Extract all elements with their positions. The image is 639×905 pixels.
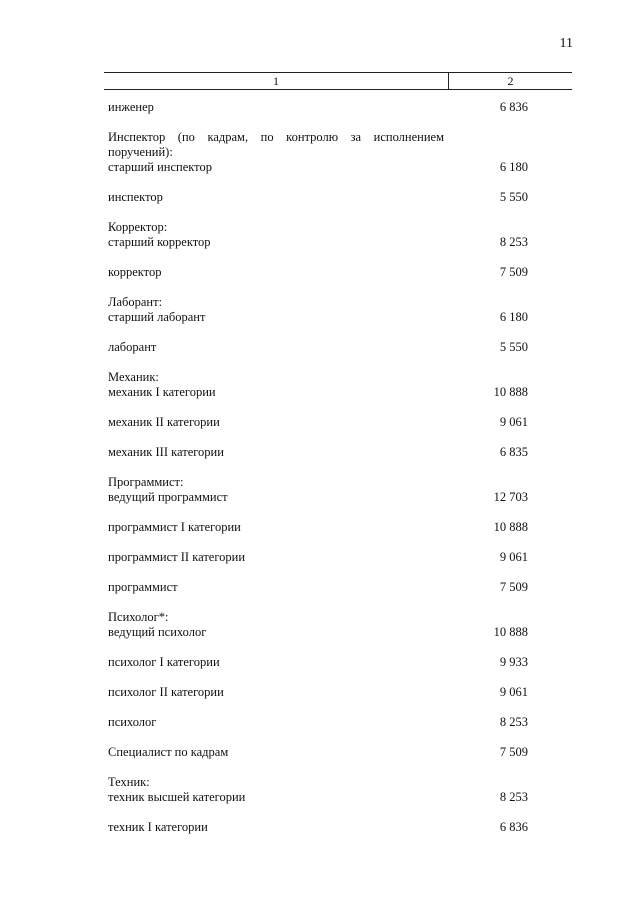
table-row-group (108, 445, 528, 460)
position-name: ведущий психолог (108, 625, 207, 639)
position-category-title: Механик: (108, 370, 159, 384)
salary-value: 6 180 (499, 160, 528, 174)
table-row (108, 745, 528, 760)
salary-value: 6 835 (499, 445, 528, 459)
table-row-group (108, 415, 528, 430)
position-salary-list (108, 100, 528, 850)
position-name: старший инспектор (108, 160, 212, 174)
salary-value: 10 888 (493, 625, 528, 639)
position-category-title: Техник: (108, 775, 150, 789)
position-name: программист (108, 580, 178, 594)
salary-value: 9 061 (499, 550, 528, 564)
table-row-group (108, 265, 528, 280)
table-row-group (108, 715, 528, 730)
position-name: старший лаборант (108, 310, 206, 324)
table-row (108, 160, 528, 175)
position-name: инспектор (108, 190, 163, 204)
table-row-group (108, 550, 528, 565)
table-row-group (108, 130, 528, 175)
position-name: техник I категории (108, 820, 208, 834)
table-row-group (108, 820, 528, 835)
position-name: психолог II категории (108, 685, 224, 699)
table-row-group (108, 340, 528, 355)
table-row (108, 580, 528, 595)
position-name: лаборант (108, 340, 157, 354)
table-row-group (108, 190, 528, 205)
salary-value: 8 253 (499, 235, 528, 249)
table-row-group (108, 775, 528, 805)
salary-value: 12 703 (493, 490, 528, 504)
salary-value: 9 061 (499, 685, 528, 699)
position-category-title: Инспектор (по кадрам, по контролю за исполнением поручений): (108, 130, 444, 159)
position-name: Специалист по кадрам (108, 745, 229, 759)
salary-value: 10 888 (493, 520, 528, 534)
position-name: психолог (108, 715, 157, 729)
page-number: 11 (559, 36, 573, 51)
table-row (108, 625, 528, 640)
position-category-title: Психолог*: (108, 610, 169, 624)
table-row-group (108, 295, 528, 325)
salary-value: 9 933 (499, 655, 528, 669)
position-category-title: Лаборант: (108, 295, 163, 309)
position-name: техник высшей категории (108, 790, 246, 804)
table-row (108, 415, 528, 430)
table-row (108, 100, 528, 115)
table-row (108, 790, 528, 805)
table-row-group (108, 475, 528, 505)
table-row (108, 190, 528, 205)
table-row (108, 550, 528, 565)
salary-value: 8 253 (499, 715, 528, 729)
table-row-group (108, 745, 528, 760)
table-row (108, 820, 528, 835)
position-name: программист I категории (108, 520, 241, 534)
table-row-group (108, 685, 528, 700)
salary-value: 7 509 (499, 745, 528, 759)
salary-value: 7 509 (499, 265, 528, 279)
salary-value: 6 836 (499, 820, 528, 834)
salary-value: 10 888 (493, 385, 528, 399)
position-name: корректор (108, 265, 162, 279)
table-row-group (108, 610, 528, 640)
table-row (108, 310, 528, 325)
table-row (108, 385, 528, 400)
table-row (108, 340, 528, 355)
position-name: психолог I категории (108, 655, 220, 669)
salary-value: 5 550 (499, 190, 528, 204)
position-name: программист II категории (108, 550, 246, 564)
table-row-group (108, 370, 528, 400)
salary-value: 7 509 (499, 580, 528, 594)
table-row-group (108, 655, 528, 670)
salary-value: 5 550 (499, 340, 528, 354)
table-header (104, 72, 572, 90)
table-row (108, 685, 528, 700)
position-name: механик III категории (108, 445, 224, 459)
table-row (108, 490, 528, 505)
salary-value: 9 061 (499, 415, 528, 429)
table-row-group (108, 580, 528, 595)
salary-value: 8 253 (499, 790, 528, 804)
position-name: механик II категории (108, 415, 220, 429)
salary-value: 6 836 (499, 100, 528, 114)
position-name: старший корректор (108, 235, 211, 249)
position-category-title: Программист: (108, 475, 184, 489)
position-category-title: Корректор: (108, 220, 168, 234)
table-row-group (108, 220, 528, 250)
table-row (108, 445, 528, 460)
table-row (108, 520, 528, 535)
position-name: ведущий программист (108, 490, 228, 504)
table-row-group (108, 520, 528, 535)
table-row (108, 265, 528, 280)
position-name: инженер (108, 100, 154, 114)
position-name: механик I категории (108, 385, 216, 399)
table-row (108, 715, 528, 730)
salary-value: 6 180 (499, 310, 528, 324)
table-row (108, 235, 528, 250)
column-header-1: 1 (273, 74, 279, 88)
table-row (108, 655, 528, 670)
column-header-2: 2 (507, 74, 514, 88)
table-row-group (108, 100, 528, 115)
